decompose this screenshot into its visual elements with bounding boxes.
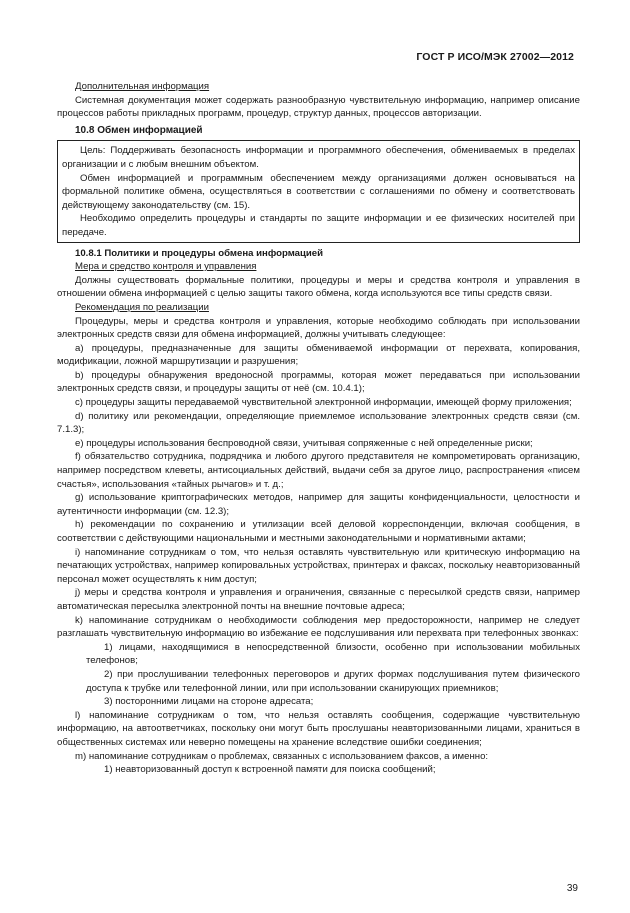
guidance-lead: Процедуры, меры и средства контроля и управления, которые необходимо соблюдать при использовании электронных средств связи для обмена информацией, должны учитывать следующее: — [57, 315, 580, 341]
list-item: k) напоминание сотрудникам о необходимости соблюдения мер предосторожности, например не следует разглашать чувствительную информацию во избежание ее подслушивания или перехвата при телефонных звонках: — [57, 614, 580, 640]
sub-list-item: 3) посторонними лицами на стороне адресата; — [104, 696, 314, 708]
objective-paragraph: Необходимо определить процедуры и стандарты по защите информации и ее физических носителей при передаче. — [62, 213, 575, 238]
guidance-heading: Рекомендация по реализации — [75, 301, 209, 313]
document-body — [57, 80, 580, 777]
sub-list-item: 1) лицами, находящимися в непосредственной близости, особенно при использовании мобильных телефонов; — [86, 641, 580, 667]
list-item: j) меры и средства контроля и управления и ограничения, связанные с пересылкой средств связи, например автоматическая пересылка электронной почты на внешние почтовые адреса; — [57, 587, 580, 612]
list-item: d) политику или рекомендации, определяющие приемлемое использование электронных средств связи (см. 7.1.3); — [57, 410, 580, 436]
section-heading: 10.8 Обмен информацией — [75, 124, 203, 136]
list-item: g) использование криптографических методов, например для защиты конфиденциальности, целостности и аутентичности информации (см. 12.3); — [57, 492, 580, 517]
control-text: Должны существовать формальные политики, процедуры и меры и средства контроля и управления в отношении обмена информацией с целью защиты такого обмена, когда используются все типы средств связи. — [57, 274, 580, 300]
objective-box — [57, 140, 580, 242]
document-header: ГОСТ Р ИСО/МЭК 27002—2012 — [416, 51, 574, 63]
list-item: l) напоминание сотрудникам о том, что нельзя оставлять сообщения, содержащие чувствительную информацию, на автоответчиках, поскольку они могут быть прослушаны неавторизованными лицами, храниться в общественных системах или неверно помещены на хранение вследствие ошибки соединения; — [57, 709, 580, 748]
sub-list-item: 1) неавторизованный доступ к встроенной памяти для поиска сообщений; — [104, 764, 436, 776]
list-item: h) рекомендации по сохранению и утилизации всей деловой корреспонденции, включая сообщения, в соответствии с действующими национальными и местными законодательными и нормативными актами; — [57, 519, 580, 544]
intro-text: Системная документация может содержать разнообразную чувствительную информацию, например описание процессов работы прикладных программ, процедур, структур данных, процессов авторизации. — [57, 94, 580, 120]
list-item: b) процедуры обнаружения вредоносной программы, которая может передаваться при использовании электронных средств связи, и процедуры защиты от неё (см. 10.4.1); — [57, 369, 580, 395]
page-number: 39 — [566, 883, 578, 894]
subsection-heading: 10.8.1 Политики и процедуры обмена информацией — [75, 247, 324, 259]
list-item: f) обязательство сотрудника, подрядчика и любого другого представителя не компрометировать организацию, например посредством клеветы, антисоциальных действий, выдачи себя за другое лицо, распространения «писем счастья», использования «тайных рычагов» и т. д.; — [57, 451, 580, 490]
list-item: c) процедуры защиты передаваемой чувствительной электронной информации, имеющей форму приложения; — [75, 397, 572, 409]
control-heading: Мера и средство контроля и управления — [75, 261, 257, 273]
list-item: a) процедуры, предназначенные для защиты обмениваемой информации от перехвата, копирования, модификации, ложной маршрутизации и разрушения; — [57, 342, 580, 368]
list-item: i) напоминание сотрудникам о том, что нельзя оставлять чувствительную или критическую информацию на печатающих устройствах, например копировальных устройствах, принтерах и факсах, поскольку неавторизованный персонал может осуществлять к ним доступ; — [57, 546, 580, 585]
intro-heading: Дополнительная информация — [75, 81, 210, 92]
list-item: e) процедуры использования беспроводной связи, учитывая сопряженные с ней определенные риски; — [75, 437, 533, 449]
sub-list-item: 2) при прослушивании телефонных переговоров и других формах подслушивания путем физического доступа к трубке или телефонной линии, или при использовании сканирующих приемников; — [86, 668, 580, 694]
objective-paragraph: Цель: Поддерживать безопасность информации и программного обеспечения, обмениваемых в пределах организации и с любым внешним объектом. — [62, 145, 575, 170]
objective-paragraph: Обмен информацией и программным обеспечением между организациями должен основываться на формальной политике обмена, осуществляться в соответствии с соглашениями по обмену и соответствовать действующему законодательству (см. 15). — [62, 172, 575, 211]
list-item: m) напоминание сотрудникам о проблемах, связанных с использованием факсов, а именно: — [75, 750, 489, 762]
